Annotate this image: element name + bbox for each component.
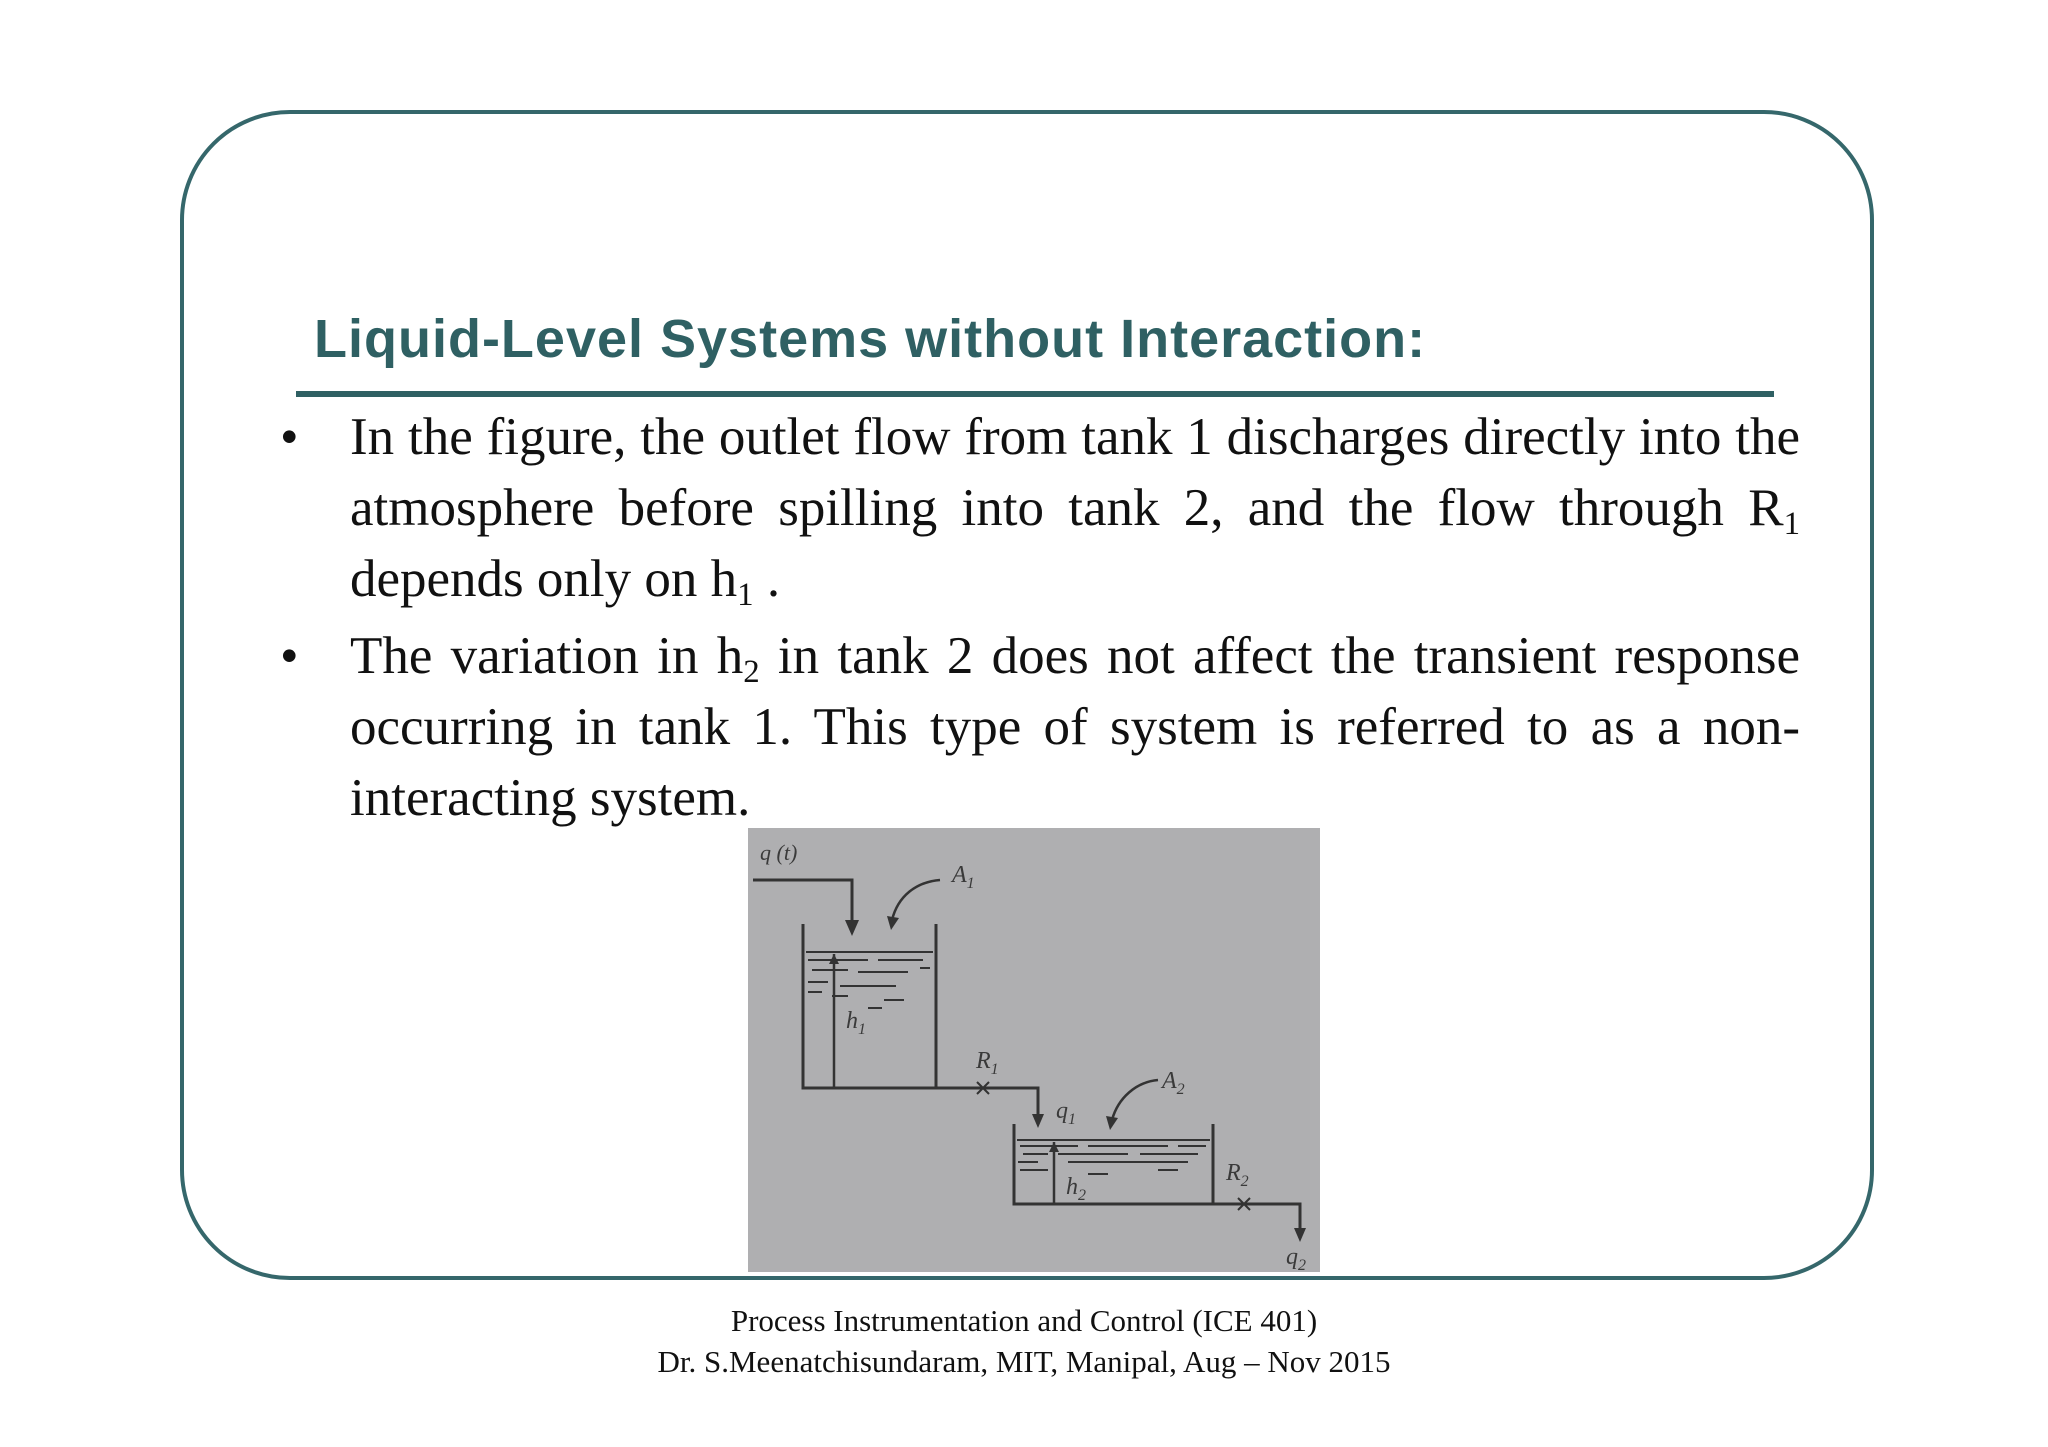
subscript: 1 <box>737 577 754 614</box>
bullet-text: in tank 2 does not affect the transient response occurring in tank 1. This type of system is referred to as a non-interacting system. <box>350 627 1800 827</box>
slide-footer <box>0 1300 2048 1382</box>
tank-2 <box>1014 1124 1213 1204</box>
bullet-item <box>280 402 1800 615</box>
a2-pointer <box>1112 1080 1158 1120</box>
label-q2: $q_2$ <box>1286 1244 1306 1272</box>
label-r2: $R_2$ <box>1226 1160 1249 1190</box>
subscript: 2 <box>743 654 760 691</box>
q1-arrow <box>1032 1114 1044 1128</box>
tank-system-figure <box>748 828 1320 1272</box>
inflow-arrow <box>753 880 859 936</box>
label-q-t: q (t) <box>760 840 798 865</box>
bullet-text: depends only on h <box>350 550 738 608</box>
bullet-text: In the figure, the outlet flow from tank 1 discharges directly into the atmosphere before spilling into tank 2, and the flow through R <box>350 408 1800 537</box>
h1-gauge <box>829 954 839 1088</box>
footer-course: Process Instrumentation and Control (ICE 401) <box>730 1303 1318 1338</box>
label-r1: $R_1$ <box>976 1048 999 1078</box>
slide-title: Liquid-Level Systems without Interaction: <box>314 309 1427 369</box>
tank-2-liquid <box>1017 1140 1210 1174</box>
label-h1: $h_1$ <box>846 1008 866 1038</box>
label-q1: $q_1$ <box>1056 1098 1076 1128</box>
subscript: 1 <box>1783 506 1800 543</box>
tank-1-liquid <box>806 952 933 1008</box>
label-a2: $A_2$ <box>1162 1068 1185 1098</box>
bullet-item <box>280 621 1800 834</box>
label-h2: $h_2$ <box>1066 1174 1086 1204</box>
bullet-text: . <box>753 550 781 608</box>
bullet-list <box>280 402 1800 834</box>
bullet-text: The variation in h <box>350 627 744 685</box>
footer-author: Dr. S.Meenatchisundaram, MIT, Manipal, Aug – Nov 2015 <box>657 1344 1391 1379</box>
tank-1 <box>803 924 936 1088</box>
q2-arrow <box>1294 1228 1306 1242</box>
a2-pointer-head <box>1106 1116 1118 1130</box>
label-a1: $A_1$ <box>952 862 975 892</box>
title-underline <box>296 391 1774 397</box>
bullet-marker: • <box>280 627 299 685</box>
outlet-pipe-2 <box>1213 1204 1300 1232</box>
bullet-marker: • <box>280 408 299 466</box>
h2-gauge <box>1049 1142 1059 1204</box>
tank-diagram <box>748 828 1320 1272</box>
a1-pointer <box>892 880 940 920</box>
a1-pointer-head <box>887 916 899 930</box>
